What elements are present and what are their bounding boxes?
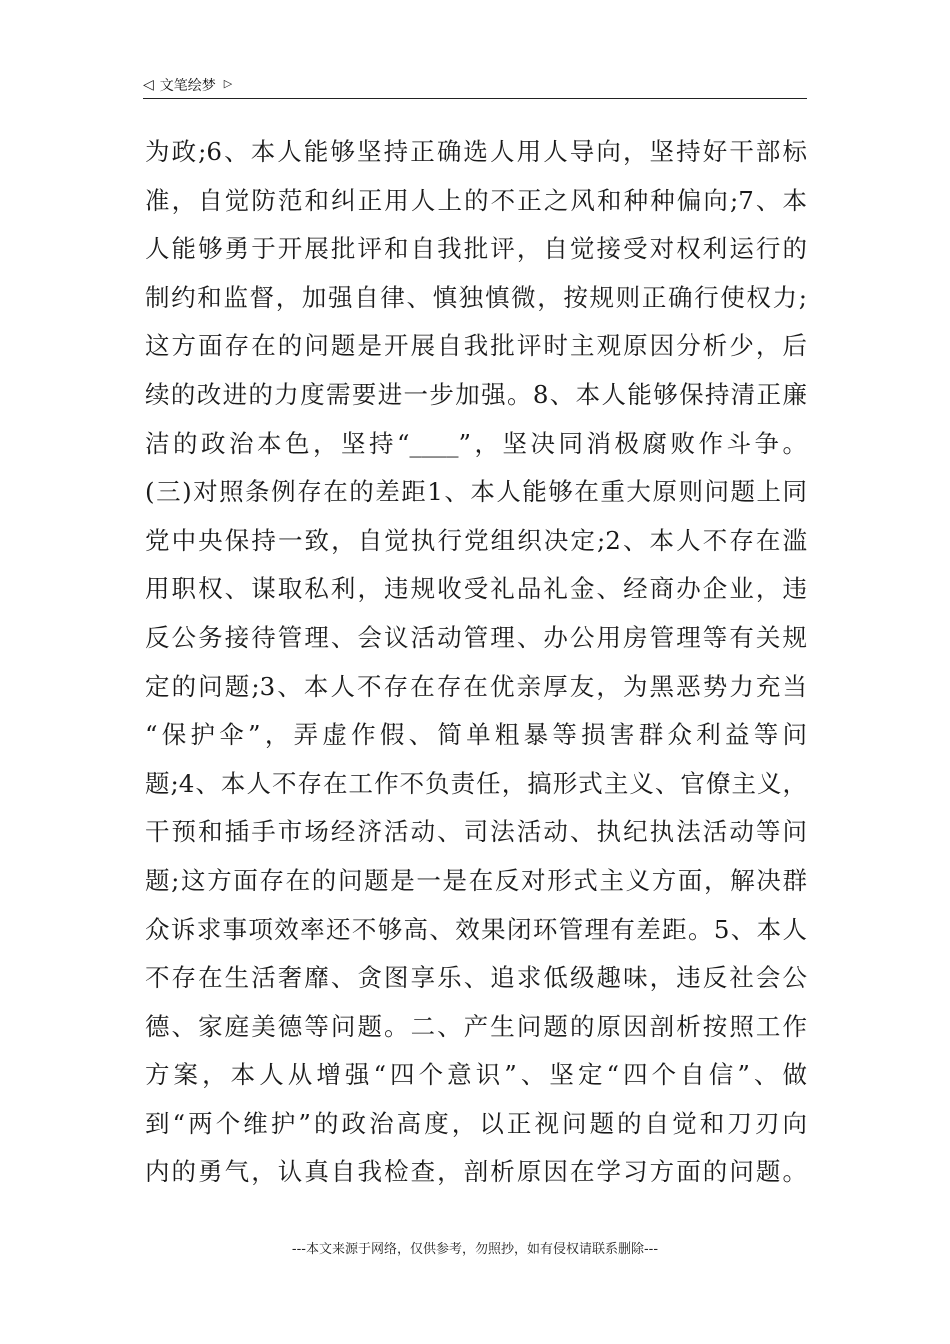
text-line: 人能够勇于开展批评和自我批评，自觉接受对权利运行的: [145, 234, 807, 264]
text-line: 党中央保持一致，自觉执行党组织决定;2、本人不存在滥: [145, 525, 807, 555]
text-line: 洁的政治本色，坚持“____”，坚决同消极腐败作斗争。: [145, 428, 807, 458]
header-title: 文笔绘梦: [159, 78, 216, 94]
page-header: [143, 72, 807, 98]
text-line: “保护伞”，弄虚作假、简单粗暴等损害群众利益等问: [145, 720, 807, 750]
footer-notice: ---本文来源于网络，仅供参考，勿照抄，如有侵权请联系删除---: [291, 1242, 659, 1257]
text-line: 到“两个维护”的政治高度，以正视问题的自觉和刀刃向: [145, 1108, 807, 1138]
text-line: 续的改进的力度需要进一步加强。8、本人能够保持清正廉: [145, 379, 807, 409]
text-line: 干预和插手市场经济活动、司法活动、执纪执法活动等问: [145, 817, 807, 847]
text-line: 反公务接待管理、会议活动管理、办公用房管理等有关规: [145, 622, 807, 652]
triangle-right-icon: ▷: [223, 76, 233, 90]
text-line: 内的勇气，认真自我检查，剖析原因在学习方面的问题。: [145, 1157, 807, 1187]
text-line: 这方面存在的问题是开展自我批评时主观原因分析少，后: [145, 331, 807, 361]
header-divider: [143, 98, 807, 99]
text-line: 方案，本人从增强“四个意识”、坚定“四个自信”、做: [145, 1060, 807, 1090]
text-line: 众诉求事项效率还不够高、效果闭环管理有差距。5、本人: [145, 914, 807, 944]
triangle-left-icon: ◁: [143, 77, 154, 93]
text-line: 为政;6、本人能够坚持正确选人用人导向，坚持好干部标: [145, 137, 807, 166]
text-line: 准，自觉防范和纠正用人上的不正之风和种种偏向;7、本: [145, 185, 807, 215]
text-line: 定的问题;3、本人不存在存在优亲厚友，为黑恶势力充当: [145, 671, 807, 701]
document-body: [145, 128, 807, 1197]
text-line: 用职权、谋取私利，违规收受礼品礼金、经商办企业，违: [145, 574, 807, 604]
text-line: (三)对照条例存在的差距1、本人能够在重大原则问题上同: [145, 477, 807, 507]
text-line: 不存在生活奢靡、贪图享乐、追求低级趣味，违反社会公: [145, 963, 807, 993]
text-line: 题;这方面存在的问题是一是在反对形式主义方面，解决群: [145, 865, 807, 895]
text-line: 制约和监督，加强自律、慎独慎微，按规则正确行使权力;: [145, 282, 807, 312]
text-line: 德、家庭美德等问题。二、产生问题的原因剖析按照工作: [145, 1011, 807, 1041]
text-line: 题;4、本人不存在工作不负责任，搞形式主义、官僚主义，: [145, 768, 807, 798]
